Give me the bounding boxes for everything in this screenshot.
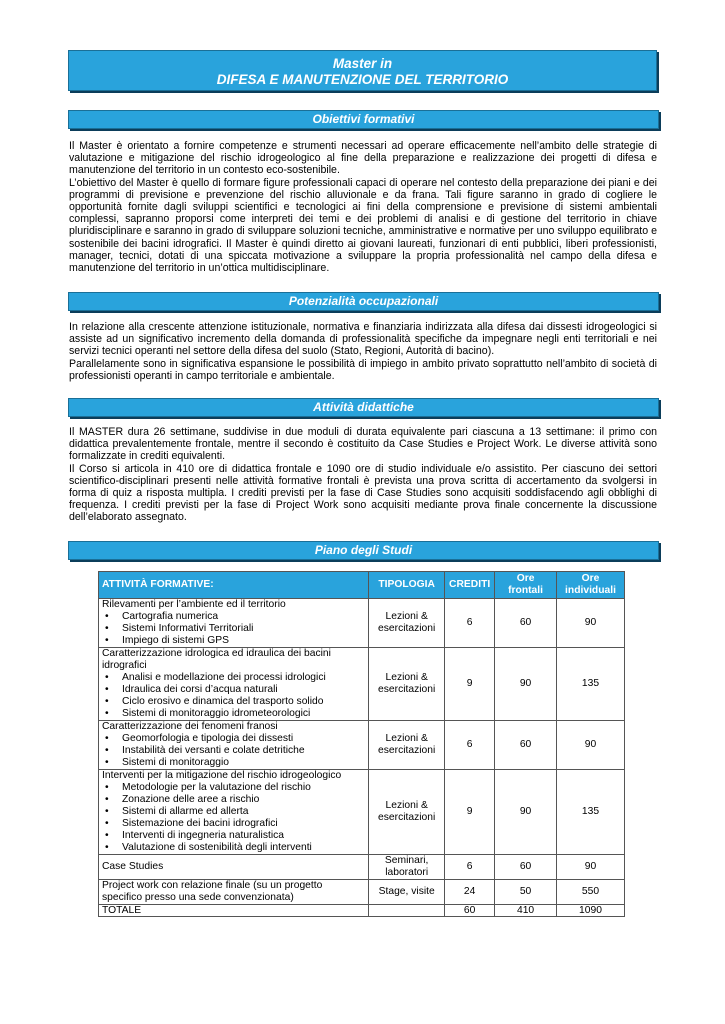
total-ore-individuali: 1090 — [557, 905, 625, 917]
list-item: • Sistemi Informativi Territoriali — [102, 623, 365, 635]
section-heading-potenzialita: Potenzialità occupazionali — [68, 292, 659, 311]
attivita-paragraph-1: Il MASTER dura 26 settimane, suddivise in due moduli di durata equivalente pari ciascuna a 13 settimane: il primo con didattica prevalentemente frontale, mentre il secondo è costituito da Case Studies e Project Work. Le diverse attività sono formalizzate in crediti equivalenti. — [69, 426, 657, 463]
potenzialita-paragraph-1: In relazione alla crescente attenzione istituzionale, normativa e finanziaria indirizzata alla difesa dai dissesti idrogeologici si assiste ad un significativo incremento della domanda di professionalità specifiche da impegnare negli enti territoriali e nei servizi tecnici operanti nel settore della difesa del suolo (Stato, Regioni, Autorità di bacino). — [69, 321, 657, 358]
list-item: • Geomorfologia e tipologia dei dissesti — [102, 733, 365, 745]
table-row — [99, 648, 625, 721]
potenzialita-text — [69, 321, 657, 382]
ore-individuali-cell: 90 — [557, 855, 625, 880]
activity-title: Caratterizzazione idrologica ed idraulica dei bacini idrografici — [102, 648, 331, 671]
attivita-text — [69, 426, 657, 524]
crediti-cell: 24 — [445, 880, 495, 905]
master-title-banner — [68, 50, 657, 91]
table-header-row — [99, 572, 625, 599]
ore-frontali-cell: 50 — [495, 880, 557, 905]
table-row — [99, 880, 625, 905]
activity-items-list — [102, 672, 365, 720]
tipologia-cell: Lezioni & esercitazioni — [369, 599, 445, 648]
crediti-cell: 6 — [445, 599, 495, 648]
list-item: • Sistemi di allarme ed allerta — [102, 806, 365, 818]
obiettivi-paragraph-1: Il Master è orientato a fornire competenze e strumenti necessari ad operare efficacemente nell’ambito delle strategie di valutazione e mitigazione del rischio idrogeologico al fine della preparazione e realizzazione dei progetti di difesa e manutenzione del territorio in un contesto eco-sostenibile. — [69, 140, 657, 177]
tipologia-cell: Lezioni & esercitazioni — [369, 648, 445, 721]
activity-items-list — [102, 733, 365, 769]
obiettivi-paragraph-2: L’obiettivo del Master è quello di formare figure professionali capaci di operare nel contesto della preparazione dei piani e dei programmi di previsione e prevenzione del rischio alluvionale e da frana. Tali figure saranno in grado di cogliere le opportunità fornite dagli sviluppi scientifici e tecnologici ai fini della comprensione e previsione di sistemi ambientali complessi, sapranno proporsi come interpreti dei temi e dei problemi di analisi e di gestione del territorio in chiave pluridisciplinare e saranno in grado di sviluppare soluzioni tecniche, amministrative e normative per uno sviluppo equilibrato e sostenibile dei bacini idrografici. Il Master è quindi diretto ai giovani laureati, funzionari di enti pubblici, liberi professionisti, manager, tecnici, dotati di una spiccata motivazione a sviluppare la propria professionalità nel campo della difesa e manutenzione del territorio in un’ottica multidisciplinare. — [69, 176, 657, 275]
total-label: TOTALE — [99, 905, 369, 917]
tipologia-cell: Seminari, laboratori — [369, 855, 445, 880]
list-item: • Zonazione delle aree a rischio — [102, 794, 365, 806]
tipologia-cell: Lezioni & esercitazioni — [369, 770, 445, 855]
activity-title: Caratterizzazione dei fenomeni franosi — [102, 721, 278, 732]
total-tipologia — [369, 905, 445, 917]
ore-individuali-cell: 550 — [557, 880, 625, 905]
header-ore-frontali: Ore frontali — [495, 572, 557, 599]
activity-cell — [99, 770, 369, 855]
ore-individuali-cell: 135 — [557, 648, 625, 721]
ore-frontali-cell: 90 — [495, 770, 557, 855]
ore-individuali-cell: 135 — [557, 770, 625, 855]
list-item: • Idraulica dei corsi d’acqua naturali — [102, 684, 365, 696]
ore-individuali-cell: 90 — [557, 599, 625, 648]
obiettivi-text — [69, 140, 657, 274]
list-item: • Cartografia numerica — [102, 611, 365, 623]
table-row — [99, 770, 625, 855]
list-item: • Metodologie per la valutazione del rischio — [102, 782, 365, 794]
table-row — [99, 599, 625, 648]
ore-frontali-cell: 60 — [495, 599, 557, 648]
activity-title: Rilevamenti per l’ambiente ed il territorio — [102, 599, 286, 610]
crediti-cell: 6 — [445, 721, 495, 770]
header-tipologia: TIPOLOGIA — [369, 572, 445, 599]
activity-title: Case Studies — [102, 861, 164, 872]
header-attivita: ATTIVITÀ FORMATIVE: — [99, 572, 369, 599]
list-item: • Valutazione di sostenibilità degli interventi — [102, 842, 365, 854]
ore-individuali-cell: 90 — [557, 721, 625, 770]
table-total-row — [99, 905, 625, 917]
list-item: • Instabilità dei versanti e colate detritiche — [102, 745, 365, 757]
tipologia-cell: Lezioni & esercitazioni — [369, 721, 445, 770]
study-plan-table — [98, 571, 625, 917]
activity-cell — [99, 880, 369, 905]
list-item: • Impiego di sistemi GPS — [102, 635, 365, 647]
total-ore-frontali: 410 — [495, 905, 557, 917]
activity-cell — [99, 599, 369, 648]
section-heading-piano: Piano degli Studi — [68, 541, 659, 560]
ore-frontali-cell: 90 — [495, 648, 557, 721]
header-crediti: CREDITI — [445, 572, 495, 599]
activity-cell — [99, 648, 369, 721]
list-item: • Sistemi di monitoraggio idrometeorologici — [102, 708, 365, 720]
master-title-line1: Master in — [332, 56, 393, 71]
activity-title: Interventi per la mitigazione del rischio idrogeologico — [102, 770, 342, 781]
activity-items-list — [102, 611, 365, 647]
list-item: • Sistemi di monitoraggio — [102, 757, 365, 769]
list-item: • Analisi e modellazione dei processi idrologici — [102, 672, 365, 684]
crediti-cell: 9 — [445, 648, 495, 721]
master-title-line2: DIFESA E MANUTENZIONE DEL TERRITORIO — [216, 72, 509, 87]
table-row — [99, 855, 625, 880]
header-ore-individuali: Ore individuali — [557, 572, 625, 599]
list-item: • Ciclo erosivo e dinamica del trasporto solido — [102, 696, 365, 708]
total-crediti: 60 — [445, 905, 495, 917]
activity-cell — [99, 721, 369, 770]
ore-frontali-cell: 60 — [495, 721, 557, 770]
activity-cell — [99, 855, 369, 880]
list-item: • Interventi di ingegneria naturalistica — [102, 830, 365, 842]
attivita-paragraph-2: Il Corso si articola in 410 ore di didattica frontale e 1090 ore di studio individuale e/o assistito. Per ciascuno dei settori scientifico-disciplinari presenti nelle attività formative frontali è prevista una prova scritta di accertamento da svolgersi in forma di quiz a risposta multipla. I crediti previsti per la fase di Case Studies sono acquisiti soddisfacendo agli obblighi di frequenza. I crediti previsti per la fase di Project Work sono acquisiti mediante prova finale concernente la discussione dell’elaborato assegnato. — [69, 462, 657, 524]
tipologia-cell: Stage, visite — [369, 880, 445, 905]
crediti-cell: 6 — [445, 855, 495, 880]
activity-title: Project work con relazione finale (su un progetto specifico presso una sede convenzionata) — [102, 880, 323, 903]
activity-items-list — [102, 782, 365, 854]
section-heading-obiettivi: Obiettivi formativi — [68, 110, 659, 129]
list-item: • Sistemazione dei bacini idrografici — [102, 818, 365, 830]
crediti-cell: 9 — [445, 770, 495, 855]
section-heading-attivita: Attività didattiche — [68, 398, 659, 417]
table-row — [99, 721, 625, 770]
potenzialita-paragraph-2: Parallelamente sono in significativa espansione le possibilità di impiego in ambito privato soprattutto nell’ambito di società di professionisti operanti in campo territoriale e ambientale. — [69, 357, 657, 382]
ore-frontali-cell: 60 — [495, 855, 557, 880]
